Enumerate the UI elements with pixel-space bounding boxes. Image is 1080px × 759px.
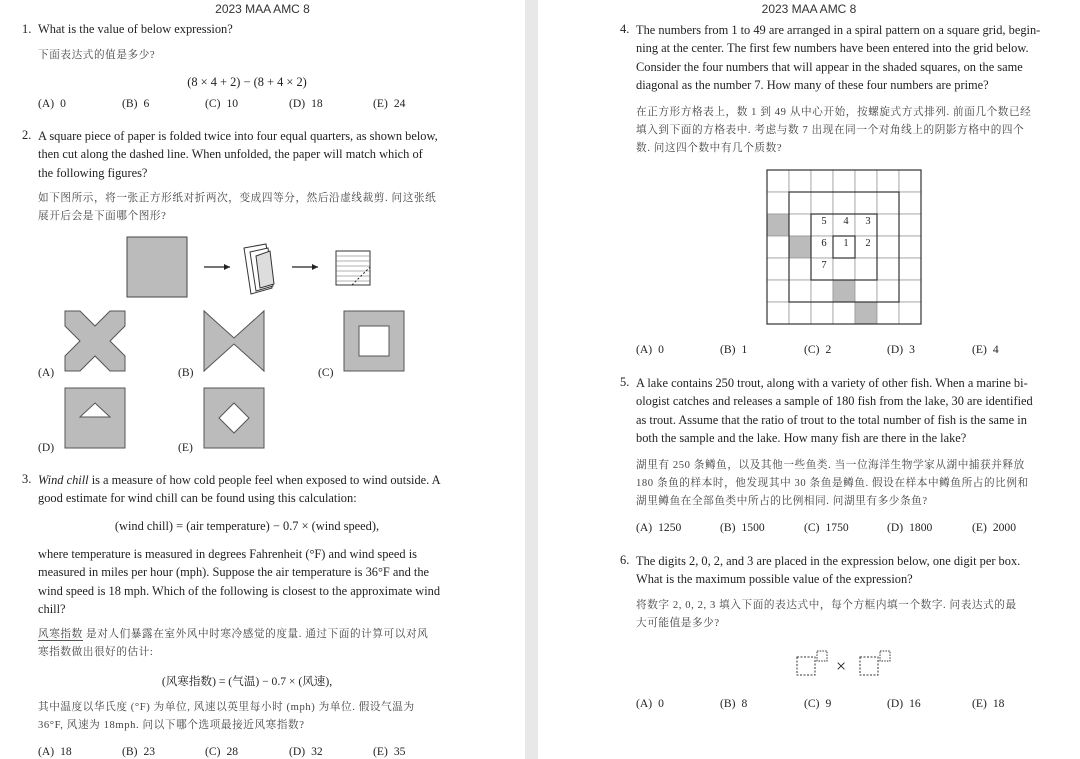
grid-cell [899, 214, 921, 236]
answer-choice: (B) 23 [122, 745, 156, 758]
answer-choice: (D) 16 [887, 697, 921, 710]
grid-number: 3 [865, 216, 871, 227]
figure-a [64, 310, 126, 372]
grid-cell [899, 258, 921, 280]
grid-cell [789, 258, 811, 280]
grid-cell [877, 214, 899, 236]
grid-cell [811, 280, 833, 302]
grid-cell [767, 170, 789, 192]
term-italic: Wind chill [38, 473, 89, 487]
grid-cell [877, 192, 899, 214]
question-text: A lake contains 250 trout, along with a variety of other fish. When a marine bi- ologist catches and releases a sample of 180 fish from the lake, 30 are identified as trout. Assume that the ratio of trout to the total number of fish is the same in both the sample and the lake. How many fish are there in the lake? [636, 376, 1033, 446]
grid-number: 2 [865, 238, 871, 249]
figure-label: (A) [38, 366, 55, 379]
grid-cell [811, 192, 833, 214]
grid-cell [877, 258, 899, 280]
answer-choice: (C) 10 [205, 97, 239, 110]
grid-cell [767, 236, 789, 258]
times-symbol: × [836, 656, 847, 676]
figure-b [203, 310, 265, 372]
formula-chinese: (风寒指数) = (气温) − 0.7 × (风速), [161, 675, 333, 688]
grid-cell [877, 302, 899, 324]
math-expression: (8 × 4 + 2) − (8 + 4 × 2) [187, 75, 307, 89]
question-text-chinese: 在正方形方格表上，数 1 到 49 从中心开始，按螺旋式方式排列. 前面几个数已经 填入到下面的方格表中. 考虑与数 7 出现在同一个对角线上的阴影方格中的四个 数. 问这四个数中有几个质数? [636, 107, 1032, 154]
question-body-chinese: 其中温度以华氏度 (°F) 为单位, 风速以英里每小时 (mph) 为单位. 假设气温为 36°F, 风速为 18mph. 问以下哪个选项最接近风寒指数? [38, 702, 415, 731]
figure-label: (D) [38, 441, 55, 454]
grid-cell [855, 258, 877, 280]
question-text: The numbers from 1 to 49 are arranged in a spiral pattern on a square grid, begin- ning at the center. The first few numbers have been entered into the grid below. Consider the four numbers that will appear in the shaded squares, on the same diagonal as the number 7. How many of these four numbers are prime? [636, 23, 1041, 93]
answer-choice: (E) 2000 [972, 521, 1016, 534]
grid-cell [789, 192, 811, 214]
figure-e [203, 387, 265, 449]
grid-cell [877, 236, 899, 258]
answer-choice: (A) 0 [636, 343, 664, 356]
grid-cell [811, 302, 833, 324]
grid-cell [899, 170, 921, 192]
grid-cell [877, 280, 899, 302]
grid-number: 7 [821, 260, 827, 271]
shaded-cell [833, 280, 855, 302]
grid-cell [789, 170, 811, 192]
answer-choice: (C) 28 [205, 745, 239, 758]
grid-number: 6 [821, 238, 827, 249]
grid-cell [811, 170, 833, 192]
grid-cell [855, 192, 877, 214]
grid-cell [833, 170, 855, 192]
question-number: 5. [620, 375, 630, 389]
page-header: 2023 MAA AMC 8 [761, 2, 857, 16]
grid-cell [877, 170, 899, 192]
answer-choice: (E) 4 [972, 343, 999, 356]
grid-cell [899, 302, 921, 324]
answer-choice: (E) 35 [373, 745, 406, 758]
left-page [0, 0, 525, 759]
grid-number: 5 [821, 216, 827, 227]
question-text-chinese: 风寒指数 是对人们暴露在室外风中时寒冷感觉的度量. 通过下面的计算可以对风 寒指数做出很好的估计: [38, 629, 429, 658]
answer-choice: (C) 1750 [804, 521, 849, 534]
question-number: 4. [620, 22, 630, 36]
grid-cell [855, 170, 877, 192]
answer-choice: (A) 18 [38, 745, 72, 758]
question-text: Wind chill is a measure of how cold people feel when exposed to wind outside. A good estimate for wind chill can be found using this calculation: [38, 473, 441, 506]
figure-label: (B) [178, 366, 194, 379]
grid-cell [789, 214, 811, 236]
grid-cell [833, 302, 855, 324]
right-page [538, 0, 1080, 759]
figure-label: (C) [318, 366, 334, 379]
formula: (wind chill) = (air temperature) − 0.7 × (wind speed), [114, 519, 380, 533]
figure-d [64, 387, 126, 449]
question-text: The digits 2, 0, 2, and 3 are placed in the expression below, one digit per box. What is the maximum possible value of the expression? [636, 554, 1021, 587]
grid-cell [789, 302, 811, 324]
answer-choice: (A) 1250 [636, 521, 682, 534]
answer-choice: (B) 1 [720, 343, 748, 356]
fold-diagram [126, 236, 376, 300]
answer-choice: (B) 8 [720, 697, 748, 710]
grid-number: 4 [843, 216, 849, 227]
grid-cell [767, 258, 789, 280]
answer-choice: (B) 6 [122, 97, 150, 110]
grid-cell [899, 236, 921, 258]
grid-cell [767, 302, 789, 324]
question-body: where temperature is measured in degrees Fahrenheit (°F) and wind speed is measured in miles per hour (mph). Suppose the air temperature is 36°F and the wind speed is 18 mph. Which of the following is closest to the approximate wind chill? [38, 547, 441, 617]
question-text-chinese: 将数字 2, 0, 2, 3 填入下面的表达式中，每个方框内填一个数字. 问表达式的最 大可能值是多少? [636, 600, 1017, 629]
answer-choice: (C) 2 [804, 343, 832, 356]
answer-choice: (D) 1800 [887, 521, 933, 534]
grid-cell [789, 280, 811, 302]
question-text: What is the value of below expression? [38, 22, 233, 36]
question-text-chinese: 下面表达式的值是多少? [38, 50, 156, 61]
grid-cell [833, 192, 855, 214]
shaded-cell [855, 302, 877, 324]
answer-choice: (B) 1500 [720, 521, 765, 534]
page-header: 2023 MAA AMC 8 [215, 2, 310, 16]
question-number: 3. [22, 472, 32, 486]
grid-cell [767, 192, 789, 214]
question-number: 1. [22, 22, 32, 36]
question-text-chinese: 湖里有 250 条鳟鱼，以及其他一些鱼类. 当一位海洋生物学家从湖中捕获并释放 180 条鱼的样本时，他发现其中 30 条鱼是鳟鱼. 假设在样本中鳟鱼所占的比例和 湖里鳟鱼在全部鱼类中所占的比例相同. 问湖里有多少条鱼? [636, 460, 1029, 507]
grid-cell [833, 258, 855, 280]
shaded-cell [767, 214, 789, 236]
answer-choice: (D) 32 [289, 745, 323, 758]
answer-choice: (D) 3 [887, 343, 915, 356]
answer-choice: (A) 0 [636, 697, 664, 710]
term-underlined: 风寒指数 [38, 629, 83, 640]
answer-choice: (E) 24 [373, 97, 406, 110]
figure-c [343, 310, 405, 372]
shaded-cell [789, 236, 811, 258]
answer-choice: (E) 18 [972, 697, 1005, 710]
grid-number: 1 [843, 238, 849, 249]
answer-choice: (D) 18 [289, 97, 323, 110]
grid-cell [855, 280, 877, 302]
answer-choice: (A) 0 [38, 97, 66, 110]
question-text: A square piece of paper is folded twice into four equal quarters, as shown below, then cut along the dashed line. When unfolded, the paper will match which of the following figures? [38, 129, 438, 180]
grid-cell [899, 192, 921, 214]
question-number: 6. [620, 553, 630, 567]
answer-choice: (C) 9 [804, 697, 832, 710]
grid-cell [767, 280, 789, 302]
question-text-chinese: 如下图所示，将一张正方形纸对折两次，变成四等分，然后沿虚线裁剪. 问这张纸 展开后会是下面哪个图形? [38, 193, 437, 222]
figure-label: (E) [178, 441, 193, 454]
grid-cell [899, 280, 921, 302]
question-number: 2. [22, 128, 32, 142]
